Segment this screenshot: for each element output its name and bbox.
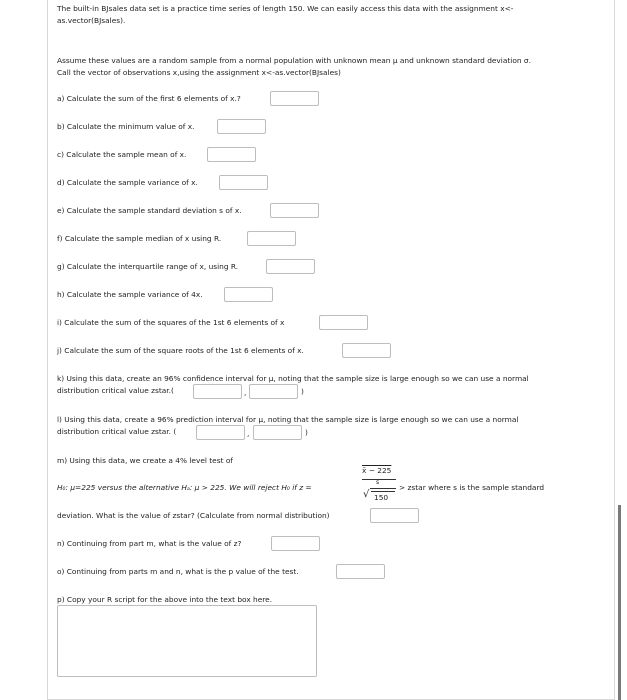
question-c: c) Calculate the sample mean of x.	[57, 150, 187, 159]
answer-d-input[interactable]	[219, 175, 268, 190]
question-p: p) Copy your R script for the above into the text box here.	[57, 595, 273, 604]
scrollbar[interactable]	[618, 505, 621, 700]
intro-line2: as.vector(BJsales).	[57, 16, 126, 25]
l-close-paren: )	[305, 428, 308, 437]
question-b: b) Calculate the minimum value of x.	[57, 122, 195, 131]
question-m-after: > zstar where s is the sample standard	[399, 483, 545, 492]
question-o: o) Continuing from parts m and n, what is the p value of the test.	[57, 567, 299, 576]
answer-c-input[interactable]	[207, 147, 256, 162]
answer-j-input[interactable]	[342, 343, 391, 358]
l-comma: ,	[247, 429, 250, 438]
question-h: h) Calculate the sample variance of 4x.	[57, 290, 203, 299]
answer-n-input[interactable]	[271, 536, 320, 551]
question-l-line2: distribution critical value zstar. (	[57, 427, 177, 436]
assume-line2: Call the vector of observations x,using the assignment x<-as.vector(BJsales)	[57, 68, 341, 77]
question-d: d) Calculate the sample variance of x.	[57, 178, 198, 187]
answer-f-input[interactable]	[247, 231, 296, 246]
answer-g-input[interactable]	[266, 259, 315, 274]
question-l-line1: l) Using this data, create a 96% prediction interval for μ, noting that the sample size is large enough so we can use a normal	[57, 415, 519, 424]
answer-k-lower-input[interactable]	[193, 384, 242, 399]
question-a: a) Calculate the sum of the first 6 elements of x.?	[57, 94, 241, 103]
k-comma: ,	[244, 388, 247, 397]
answer-b-input[interactable]	[217, 119, 266, 134]
answer-o-input[interactable]	[336, 564, 385, 579]
answer-i-input[interactable]	[319, 315, 368, 330]
formula-denominator: 150	[374, 493, 389, 502]
fraction-bar-inner	[370, 488, 396, 489]
sqrt-bar	[371, 491, 395, 492]
sqrt-icon: √	[363, 489, 370, 500]
question-k-line2: distribution critical value zstar.(	[57, 386, 174, 395]
answer-a-input[interactable]	[270, 91, 319, 106]
question-m-line3: deviation. What is the value of zstar? (Calculate from normal distribution)	[57, 511, 330, 520]
answer-l-lower-input[interactable]	[196, 425, 245, 440]
answer-k-upper-input[interactable]	[249, 384, 298, 399]
answer-m-input[interactable]	[370, 508, 419, 523]
question-e: e) Calculate the sample standard deviation s of x.	[57, 206, 242, 215]
assume-line1: Assume these values are a random sample from a normal population with unknown mean μ and unknown standard deviation σ.	[57, 56, 531, 65]
formula-s: s	[376, 479, 380, 486]
question-i: i) Calculate the sum of the squares of the 1st 6 elements of x	[57, 318, 285, 327]
formula-numerator: x̄ − 225	[362, 466, 392, 475]
intro-line1: The built-in BJsales data set is a practice time series of length 150. We can easily access this data with the assignment x<-	[57, 4, 514, 13]
question-g: g) Calculate the interquartile range of x, using R.	[57, 262, 239, 271]
answer-l-upper-input[interactable]	[253, 425, 302, 440]
r-script-textarea[interactable]	[57, 605, 317, 677]
k-close-paren: )	[301, 387, 304, 396]
answer-h-input[interactable]	[224, 287, 273, 302]
question-m-hypothesis: H₀: μ=225 versus the alternative Hₐ: μ > 225. We will reject H₀ if z =	[57, 483, 312, 492]
question-m-line1: m) Using this data, we create a 4% level test of	[57, 456, 233, 465]
question-f: f) Calculate the sample median of x using R.	[57, 234, 222, 243]
question-j: j) Calculate the sum of the square roots of the 1st 6 elements of x.	[57, 346, 304, 355]
question-n: n) Continuing from part m, what is the value of z?	[57, 539, 242, 548]
answer-e-input[interactable]	[270, 203, 319, 218]
question-k-line1: k) Using this data, create an 96% confidence interval for μ, noting that the sample size is large enough so we can use a normal	[57, 374, 529, 383]
